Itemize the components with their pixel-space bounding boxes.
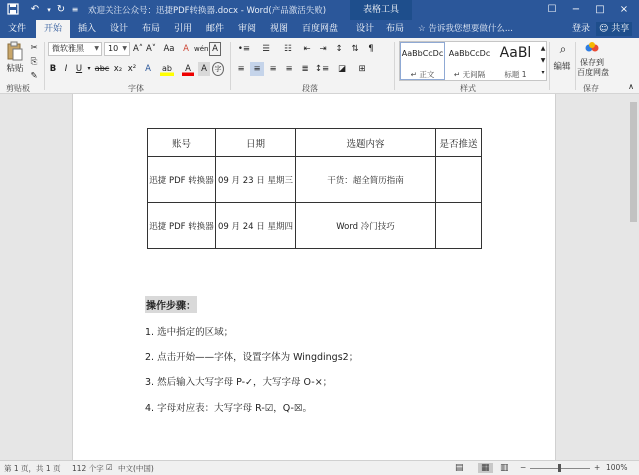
tab-baidu-netdisk[interactable]: 百度网盘	[301, 24, 338, 34]
style-normal[interactable]: AaBbCcDc ↵ 正文	[400, 42, 445, 80]
italic-button[interactable]: I	[64, 64, 68, 74]
styles-scroll-down-icon[interactable]: ▼	[540, 57, 546, 64]
character-border-button[interactable]: A	[209, 42, 221, 56]
format-painter-icon[interactable]: ✎	[30, 71, 38, 81]
shrink-font-button[interactable]: A˅	[145, 44, 157, 54]
title-bar	[0, 0, 639, 20]
shading-icon[interactable]: ◪	[337, 64, 347, 74]
align-center-icon[interactable]: ≡	[250, 62, 264, 76]
styles-scroll-up-icon[interactable]: ▲	[540, 45, 546, 52]
page-count[interactable]: 第 1 页，共 1 页	[4, 464, 61, 473]
asian-layout-icon[interactable]: ↕	[335, 44, 343, 54]
share-button[interactable]	[596, 22, 632, 36]
editing-button[interactable]: 编辑	[553, 62, 571, 72]
table-tools-context-label: 表格工具	[350, 0, 412, 20]
collapse-ribbon-icon[interactable]: ∧	[628, 82, 634, 91]
line-spacing-icon[interactable]: ↕≡	[314, 64, 330, 74]
paste-button[interactable]: 粘贴	[6, 64, 24, 74]
step-item: 1. 选中指定的区域；	[145, 327, 234, 338]
chevron-down-icon: ▼	[94, 45, 99, 52]
status-bar	[0, 460, 639, 475]
tab-layout[interactable]: 布局	[141, 24, 160, 34]
zoom-level[interactable]: 100%	[606, 463, 628, 472]
show-marks-icon[interactable]: ¶	[368, 44, 374, 54]
redo-icon[interactable]: ↻	[56, 4, 66, 15]
word-count[interactable]: 112 个字	[72, 464, 104, 473]
zoom-in-icon[interactable]: +	[594, 463, 601, 472]
highlight-color-button[interactable]: ab	[160, 62, 174, 76]
decrease-indent-icon[interactable]: ⇤	[303, 44, 311, 54]
style-heading-1[interactable]: AaBl 标题 1	[493, 42, 538, 80]
align-left-icon[interactable]: ≡	[237, 64, 245, 74]
zoom-slider-thumb[interactable]	[558, 464, 561, 472]
group-divider	[44, 42, 45, 90]
strikethrough-button[interactable]: abc	[94, 64, 110, 73]
proofing-icon[interactable]: ☑	[106, 463, 113, 472]
underline-button[interactable]: U	[75, 64, 83, 74]
tab-file[interactable]: 文件	[7, 24, 26, 34]
print-layout-icon[interactable]: ▦	[478, 463, 493, 473]
save-to-baidu-line2[interactable]: 百度网盘	[577, 68, 609, 77]
table-header-cell[interactable]: 账号	[148, 129, 216, 157]
tab-review[interactable]: 审阅	[237, 24, 256, 34]
table-row	[148, 203, 482, 249]
customize-quick-access-icon[interactable]: ≡	[71, 5, 79, 14]
step-item: 2. 点击开始——字体，设置字体为 Wingdings2；	[145, 352, 359, 363]
subscript-button[interactable]: x₂	[113, 64, 123, 74]
table-cell[interactable]	[436, 157, 482, 203]
group-label-font: 字体	[128, 84, 144, 93]
table-cell[interactable]: Word 冷门技巧	[296, 203, 436, 249]
styles-more-icon[interactable]: ▾	[541, 69, 545, 76]
group-label-clipboard: 剪贴板	[6, 84, 30, 93]
text-effects-button[interactable]: A	[145, 64, 151, 74]
table-header-cell[interactable]: 日期	[216, 129, 296, 157]
group-label-save: 保存	[583, 84, 599, 93]
grow-font-button[interactable]: A˄	[132, 44, 144, 54]
scrollbar-thumb[interactable]	[630, 102, 637, 222]
tell-me-placeholder: 告诉我您想要做什么...	[428, 24, 513, 34]
table-header-cell[interactable]: 是否推送	[436, 129, 482, 157]
zoom-out-icon[interactable]: −	[520, 463, 527, 472]
save-icon[interactable]	[6, 3, 20, 17]
document-page[interactable]	[72, 94, 556, 460]
sort-icon[interactable]: ⇅	[351, 44, 359, 54]
chevron-down-icon: ▼	[122, 45, 127, 52]
copy-icon[interactable]: ⎘	[30, 57, 38, 67]
group-divider	[230, 42, 231, 90]
table-cell[interactable]: 干货：超全简历指南	[296, 157, 436, 203]
save-to-baidu-line1[interactable]: 保存到	[580, 58, 604, 67]
table-cell[interactable]: 迅捷 PDF 转换器	[148, 157, 216, 203]
phonetic-guide-button[interactable]: wén	[194, 45, 209, 53]
language-indicator[interactable]: 中文(中国)	[118, 464, 154, 473]
table-cell[interactable]	[436, 203, 482, 249]
table-row	[148, 157, 482, 203]
bold-button[interactable]: B	[49, 64, 57, 74]
window-title: 欢迎关注公众号：迅捷PDF转换器.docx - Word(产品激活失败)	[88, 6, 327, 16]
align-right-icon[interactable]: ≡	[269, 64, 277, 74]
group-divider	[549, 42, 550, 90]
font-color-button[interactable]: A	[182, 62, 194, 76]
ribbon-home	[0, 38, 639, 94]
font-family-select[interactable]: 微软雅黑 ▼	[48, 42, 102, 56]
table-cell[interactable]: 迅捷 PDF 转换器	[148, 203, 216, 249]
bullets-icon[interactable]: •≡	[237, 44, 251, 54]
schedule-table[interactable]	[147, 128, 482, 249]
tab-references[interactable]: 引用	[173, 24, 192, 34]
table-header-row	[148, 129, 482, 157]
undo-dropdown-icon[interactable]: ▾	[47, 6, 51, 14]
clear-formatting-button[interactable]: A	[183, 44, 189, 54]
table-cell[interactable]: 09 月 23 日 星期三	[216, 157, 296, 203]
group-label-paragraph: 段落	[302, 84, 318, 93]
lightbulb-icon: ☆	[418, 24, 426, 34]
group-label-styles: 样式	[460, 84, 476, 93]
tab-mailings[interactable]: 邮件	[205, 24, 224, 34]
tab-insert[interactable]: 插入	[77, 24, 96, 34]
cut-icon[interactable]: ✂	[30, 43, 38, 53]
vertical-scrollbar[interactable]	[628, 94, 639, 460]
read-mode-icon[interactable]: ▤	[455, 463, 464, 473]
change-case-button[interactable]: Aa	[163, 44, 175, 54]
character-shading-button[interactable]: A	[198, 62, 210, 76]
tab-table-layout[interactable]: 布局	[385, 24, 404, 34]
tab-table-design[interactable]: 设计	[355, 24, 374, 34]
maximize-button[interactable]: □	[595, 4, 605, 15]
share-label: 共享	[611, 24, 630, 34]
table-cell[interactable]: 09 月 24 日 星期四	[216, 203, 296, 249]
document-area	[0, 94, 639, 460]
tab-home[interactable]: 开始	[36, 20, 70, 38]
person-icon: ☺	[599, 24, 609, 34]
superscript-button[interactable]: x²	[127, 64, 137, 74]
paste-icon[interactable]	[6, 41, 24, 63]
group-divider	[394, 42, 395, 90]
minimize-button[interactable]: −	[571, 4, 581, 15]
close-button[interactable]: ×	[619, 4, 629, 15]
find-icon[interactable]: ⌕	[559, 42, 567, 56]
style-no-spacing[interactable]: AaBbCcDc ↵ 无间隔	[447, 42, 492, 80]
increase-indent-icon[interactable]: ⇥	[319, 44, 327, 54]
sign-in-link[interactable]: 登录	[572, 24, 591, 34]
tell-me-search[interactable]	[418, 20, 513, 38]
justify-icon[interactable]: ≡	[285, 64, 293, 74]
font-size-select[interactable]: 10 ▼	[104, 42, 130, 56]
ribbon-display-options-icon[interactable]: ☐	[547, 4, 557, 15]
distributed-icon[interactable]: ≣	[301, 64, 309, 74]
tab-view[interactable]: 视图	[269, 24, 288, 34]
numbering-icon[interactable]: ☰	[262, 44, 270, 54]
tab-design[interactable]: 设计	[109, 24, 128, 34]
multilevel-list-icon[interactable]: ☷	[284, 44, 292, 54]
baidu-cloud-icon[interactable]	[584, 41, 600, 55]
enclose-characters-button[interactable]: 字	[212, 62, 224, 76]
ribbon-tabs	[0, 20, 639, 38]
chevron-down-icon[interactable]: ▾	[87, 65, 91, 72]
steps-heading: 操作步骤：	[145, 296, 197, 313]
borders-icon[interactable]: ⊞	[358, 64, 366, 74]
table-header-cell[interactable]: 选题内容	[296, 129, 436, 157]
step-item: 3. 然后输入大写字母 P-✓，大写字母 O-×；	[145, 377, 333, 388]
step-item: 4. 字母对应表：大写字母 R-☑，Q-☒。	[145, 403, 312, 414]
undo-icon[interactable]: ↶	[30, 4, 40, 15]
web-layout-icon[interactable]: ▥	[500, 463, 509, 473]
